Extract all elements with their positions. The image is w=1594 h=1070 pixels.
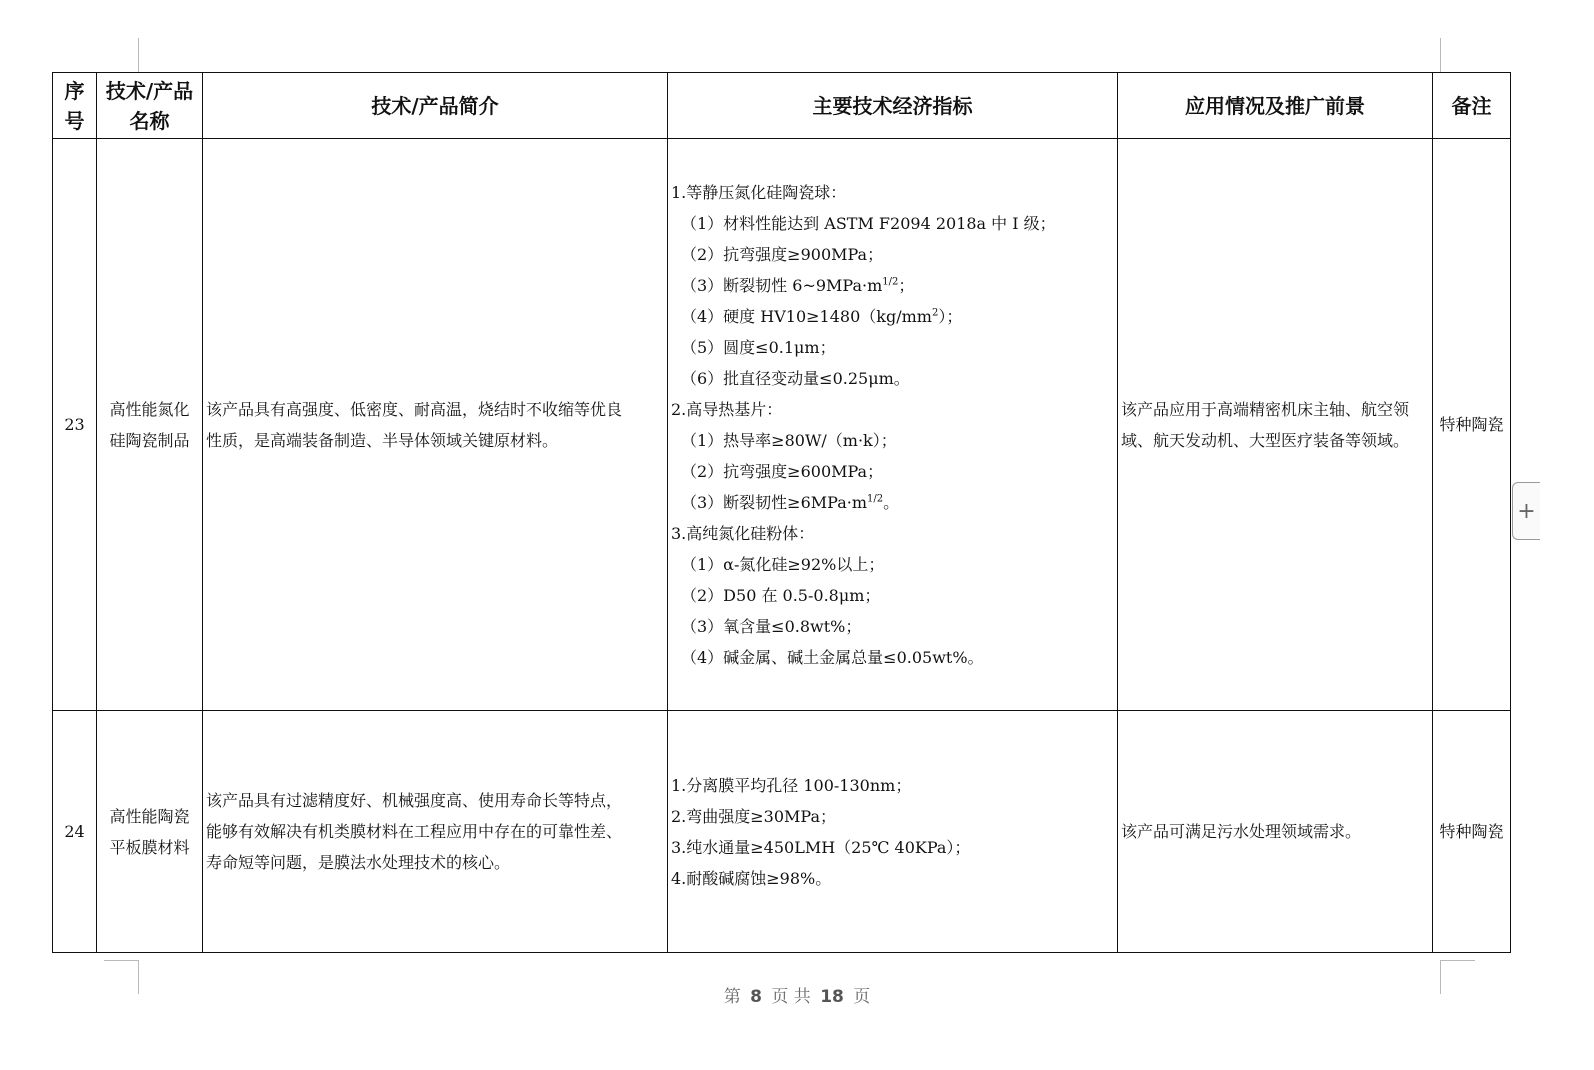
table-row bbox=[53, 139, 1511, 711]
indicator-line bbox=[671, 487, 1114, 518]
header-note: 备注 bbox=[1433, 73, 1511, 139]
text-line: 该产品具有高强度、低密度、耐高温，烧结时不收缩等优良 bbox=[206, 399, 623, 419]
indicator-line: 2.弯曲强度≥30MPa； bbox=[671, 806, 837, 826]
superscript: 2 bbox=[931, 307, 939, 319]
header-intro: 技术/产品简介 bbox=[203, 73, 668, 139]
superscript: 1/2 bbox=[867, 493, 884, 505]
text-line: 寿命短等问题，是膜法水处理技术的核心。 bbox=[206, 853, 511, 872]
indicator-text: ； bbox=[898, 275, 915, 295]
indicator-line: 3.纯水通量≥450LMH（25℃ 40KPa）； bbox=[671, 837, 971, 857]
indicator-line: 1.等静压氮化硅陶瓷球： bbox=[671, 182, 847, 202]
crop-mark bbox=[104, 960, 138, 961]
row-intro bbox=[203, 139, 668, 711]
page-footer bbox=[0, 982, 1594, 1007]
technology-table bbox=[52, 72, 1511, 953]
table-row bbox=[53, 711, 1511, 953]
indicator-line: （2）D50 在 0.5-0.8μm； bbox=[681, 585, 881, 605]
footer-suffix: 页 bbox=[853, 987, 871, 1007]
row-indicators bbox=[668, 711, 1118, 953]
indicator-text: （3）断裂韧性 6~9MPa·m bbox=[681, 275, 883, 295]
footer-prefix: 第 bbox=[723, 987, 741, 1007]
row-name bbox=[97, 711, 203, 953]
indicator-line: （4）碱金属、碱土金属总量≤0.05wt%。 bbox=[681, 647, 984, 667]
row-seq: 23 bbox=[53, 139, 97, 711]
text-line: 该产品具有过滤精度好、机械强度高、使用寿命长等特点， bbox=[206, 791, 623, 810]
row-intro bbox=[203, 711, 668, 953]
indicator-line: 4.耐酸碱腐蚀≥98%。 bbox=[671, 868, 832, 888]
indicator-line: 1.分离膜平均孔径 100-130nm； bbox=[671, 775, 912, 795]
text-line: 平板膜材料 bbox=[109, 837, 190, 857]
indicator-line: 2.高导热基片： bbox=[671, 399, 783, 419]
indicator-text: ）； bbox=[938, 306, 963, 326]
text-line: 该产品应用于高端精密机床主轴、航空领 bbox=[1121, 399, 1410, 419]
indicator-text: （4）硬度 HV10≥1480（kg/mm bbox=[681, 306, 932, 326]
header-application: 应用情况及推广前景 bbox=[1118, 73, 1433, 139]
text-line: 硅陶瓷制品 bbox=[109, 430, 190, 450]
indicator-line: 3.高纯氮化硅粉体： bbox=[671, 523, 815, 543]
total-page-number: 18 bbox=[820, 987, 844, 1007]
indicator-line: （1）α-氮化硅≥92%以上； bbox=[681, 554, 885, 574]
row-application bbox=[1118, 139, 1433, 711]
crop-mark bbox=[138, 38, 139, 72]
indicator-text: （3）断裂韧性≥6MPa·m bbox=[681, 492, 867, 512]
table-header-row bbox=[53, 73, 1511, 139]
text-line: 高性能陶瓷 bbox=[109, 806, 190, 826]
row-application: 该产品可满足污水处理领域需求。 bbox=[1118, 711, 1433, 953]
row-note: 特种陶瓷 bbox=[1433, 711, 1511, 953]
header-name: 技术/产品名称 bbox=[97, 73, 203, 139]
header-seq: 序号 bbox=[53, 73, 97, 139]
header-indicators: 主要技术经济指标 bbox=[668, 73, 1118, 139]
footer-middle: 页 共 bbox=[771, 987, 811, 1007]
indicator-line: （1）热导率≥80W/（m·k）； bbox=[681, 430, 897, 450]
expand-panel-button[interactable] bbox=[1512, 482, 1540, 540]
indicator-line: （5）圆度≤0.1μm； bbox=[681, 337, 836, 357]
indicator-text: 。 bbox=[883, 492, 900, 512]
row-seq: 24 bbox=[53, 711, 97, 953]
indicator-line bbox=[671, 270, 1114, 301]
crop-mark bbox=[1441, 960, 1475, 961]
indicator-line: （6）批直径变动量≤0.25μm。 bbox=[681, 368, 910, 388]
indicator-line: （2）抗弯强度≥600MPa； bbox=[681, 461, 884, 481]
indicator-line bbox=[671, 301, 1114, 332]
superscript: 1/2 bbox=[882, 276, 899, 288]
current-page-number: 8 bbox=[750, 987, 762, 1007]
row-note: 特种陶瓷 bbox=[1433, 139, 1511, 711]
indicator-line: （1）材料性能达到 ASTM F2094 2018a 中 I 级； bbox=[681, 213, 1056, 233]
crop-mark bbox=[1440, 38, 1441, 72]
text-line: 域、航天发动机、大型医疗装备等领域。 bbox=[1121, 430, 1410, 450]
row-name bbox=[97, 139, 203, 711]
indicator-line: （2）抗弯强度≥900MPa； bbox=[681, 244, 884, 264]
row-indicators bbox=[668, 139, 1118, 711]
text-line: 高性能氮化 bbox=[109, 399, 190, 419]
indicator-line: （3）氧含量≤0.8wt%； bbox=[681, 616, 862, 636]
plus-icon: + bbox=[1517, 498, 1536, 524]
text-line: 能够有效解决有机类膜材料在工程应用中存在的可靠性差、 bbox=[206, 822, 623, 841]
text-line: 性质，是高端装备制造、半导体领域关键原材料。 bbox=[206, 430, 559, 450]
